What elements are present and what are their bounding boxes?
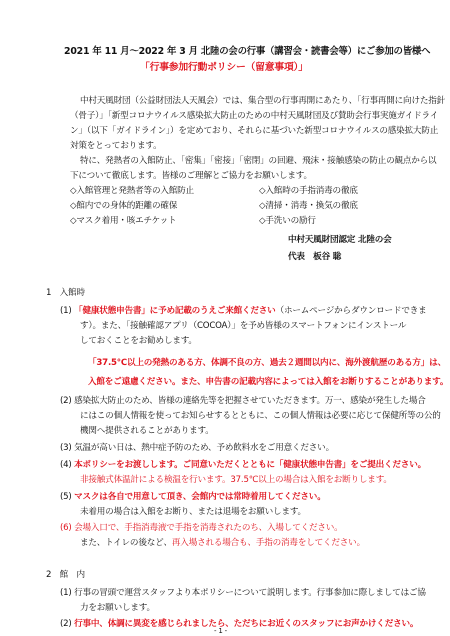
signature-org: 中村天風財団認定 北陸の会	[288, 235, 392, 245]
signature-rep: 代表 板谷 聡	[288, 252, 342, 262]
highlight-text: 会場入口で、手指消毒液で手指を消毒されたのち、入場してください。	[74, 523, 343, 533]
highlight-text: 「健康状態申告書」に予め記載のうえご来館ください	[74, 306, 276, 316]
highlight-text: 本ポリシーをお渡しします。ご同意いただくとともに「健康状態申告書」をご提出ください。	[74, 460, 426, 470]
highlight-text: 行事中、体調に異変を感じられましたら、ただちにお近くのスタッフにお声かけください。	[74, 619, 419, 629]
warning-text: 「37.5℃以上の発熱のある方、体調不良の方、過去２週間以内に、海外渡航歴のある方」は、	[88, 358, 446, 368]
highlight-text: 再入場される場合も、手指の消毒をしてください。	[171, 538, 365, 548]
list-item: ◇館内での身体的距離の確保	[70, 201, 178, 211]
highlight-text: マスクは各自で用意して頂き、会館内では常時着用してください。	[74, 492, 326, 502]
text-line: 特に、発熱者の入館防止、「密集」「密接」「密閉」の回避、飛沫・接触感染の防止の観点から以	[80, 156, 437, 166]
item-number: (1)	[60, 306, 72, 316]
section-heading-1: 1 入館時	[46, 288, 85, 298]
page-subtitle: 「行事参加行動ポリシー（留意事項）」	[140, 62, 308, 73]
list-item: ◇入館時の手指消毒の徹底	[259, 186, 358, 196]
text-span: また、トイレの後など、	[80, 538, 172, 548]
item-number: (5)	[60, 492, 72, 502]
item-number: (4)	[60, 460, 72, 470]
page-number: - 1 -	[214, 627, 227, 635]
text-line: 中村天風財団（公益財団法人天風会）では、集合型の行事再開にあたり、「行事再開に向けた指針	[80, 96, 446, 106]
list-item: ◇手洗いの励行	[259, 216, 316, 226]
item-number: (6)	[60, 523, 72, 533]
text-line: 未着用の場合は入館をお断り、または退場をお願いします。	[80, 507, 306, 517]
text-line: しておくことをお勧めします。	[80, 336, 197, 346]
text-line: す）。また、「接触確認アプリ（COCOA）」を予め皆様のスマートフォンにインストール	[80, 321, 407, 331]
list-item: ◇マスク着用・咳エチケット	[70, 216, 177, 226]
text-line: 下について徹底します。皆様のご理解とご協力をお願いします。	[70, 171, 312, 181]
text-line: (1) 行事の冒頭で運営スタッフより本ポリシーについて説明します。行事参加に際しましてはご協	[60, 588, 426, 598]
text-line: 機関へ提供されることがあります。	[80, 426, 214, 436]
item-number: (2)	[60, 619, 72, 629]
text-line: 力をお願いします。	[80, 603, 155, 613]
section-1-item-3: (3) 気温が高い日は、熱中症予防のため、予め飲料水をご用意ください。	[60, 443, 334, 453]
text-line: （骨子）」「新型コロナウイルス感染拡大防止のための中村天風財団及び賛助会行事実施ガイドライ	[70, 111, 439, 121]
text-line: ン」（以下「ガイドライン」）を定めており、それらに基づいた新型コロナウイルスの感染拡大防止	[70, 126, 439, 136]
text-line: 対策をとっております。	[70, 141, 162, 151]
text-line: にはこの個人情報を使ってお知らせするとともに、この個人情報は必要に応じて保健所等の公的	[80, 411, 441, 421]
highlight-text: 非接触式体温計による検温を行います。37.5℃以上の場合は入館をお断りします。	[80, 475, 392, 485]
page-title: 2021 年 11 月〜2022 年 3 月 北陸の会の行事（講習会・読書会等）にご参加の皆様へ	[64, 46, 431, 57]
text-span: （ホームページからダウンロードできま	[275, 306, 427, 316]
text-line: (2) 感染拡大防止のため、皆様の連絡先等を把握させていただきます。万一、感染が発生した場合	[60, 396, 426, 406]
list-item: ◇清掃・消毒・換気の徹底	[259, 201, 358, 211]
warning-text: 入館をご遠慮ください。また、申告書の記載内容によっては入館をお断りすることがあります。	[88, 377, 449, 387]
section-2-item-2	[60, 619, 418, 629]
list-item: ◇入館管理と発熱者等の入館防止	[70, 186, 194, 196]
section-heading-2: 2 館 内	[46, 570, 85, 580]
